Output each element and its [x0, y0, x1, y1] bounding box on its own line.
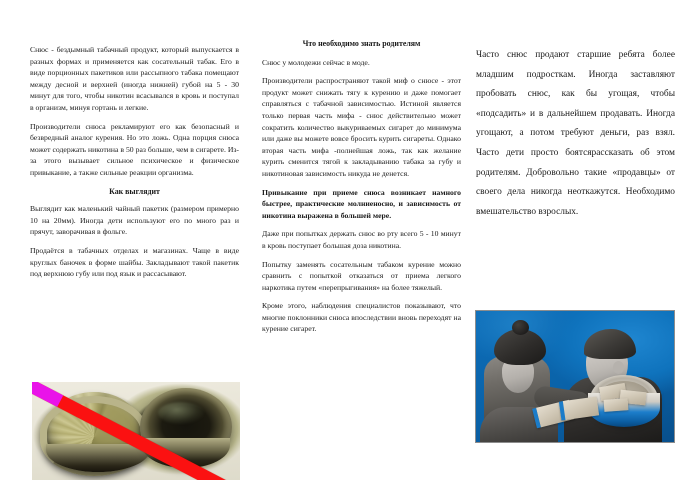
column-left: [30, 0, 239, 287]
left-paragraph-3: Выглядит как маленький чайный пакетик (размером примерно 10 на 20мм). Иногда дети используют его по много раз и прячут, заворачивая в фольге.: [30, 204, 239, 237]
left-paragraph-2: Производители снюса рекламируют его как безопасный и безвредный аналог курения. Но это ложь. Одна порция снюса может содержать никотина в 50 раз больше, чем в сигарете. Из-за этого вызывает сильное психическое и физическое привыкание, а также сильные реакции организма.: [30, 121, 239, 177]
middle-paragraph-4: Даже при попытках держать снюс во рту всего 5 - 10 минут в кровь поступает большая доза никотина.: [262, 229, 461, 250]
left-column-top-spacer: [30, 0, 239, 44]
middle-column-heading: Что необходимо знать родителям: [302, 39, 421, 48]
middle-paragraph-5: Попытку заменять сосательным табаком курение можно сравнить с попыткой отказаться от приема легкого наркотика путем «перепрыгивания» на более тяжелый.: [262, 259, 461, 292]
snus-pouch: [604, 398, 629, 412]
snus-tin-lid-highlight: [158, 402, 204, 424]
left-column-heading: Как выглядит: [109, 186, 160, 196]
middle-paragraph-1: Снюс у молодежи сейчас в моде.: [262, 57, 370, 67]
snus-tin-photo: [32, 382, 240, 480]
middle-paragraph-6: Кроме этого, наблюдения специалистов показывают, что многие поклонники снюса впоследствии вновь переходят на курение сигарет.: [262, 301, 461, 334]
right-paragraph-1: Часто снюс продают старшие ребята более младшим подросткам. Иногда заставляют пробовать снюс, как бы угощая, чтобы «подсадить» и в дальнейшем продавать. Иногда угощают, а потом требуют деньги, раз взял. Часто дети просто боятсярассказать об этом родителям. Добровольно такие «продавцы» от своего дела никогда неоткажутся. Необходимо вмешательство взрослых.: [476, 50, 675, 217]
girl-hat-pompom: [512, 320, 529, 335]
column-middle: [262, 0, 461, 342]
boy-ear: [613, 361, 624, 374]
column-right: [476, 0, 675, 222]
left-paragraph-4: Продаётся в табачных отделах и магазинах. Чаще в виде круглых баночек в форме шайбы. Закладывают такой пакетик под верхнюю губу или под язык и рассасывают.: [30, 245, 239, 279]
middle-paragraph-2: Производители распространяют такой миф о снюсе - этот продукт может снижать тягу к курению и даже помогает справляться с табачной зависимостью. Истиной является только первая часть мифа - снюс действительно может сократить количество выкуриваемых сигарет до минимума или даже вы можете вовсе бросить курить сигареты. Однако вторая часть мифа -полнейшая ложь, так как желание курить сменится тягой к закладыванию табака за губу и никотиновая зависимость никуда не денется.: [262, 76, 461, 178]
middle-column-top-spacer: [262, 0, 461, 38]
teens-with-snus-photo: [476, 311, 674, 442]
right-column-top-spacer: [476, 0, 675, 46]
middle-paragraph-3-bold: Привыкание при приеме снюса возникает намного быстрее, практические молниеносно, и зависимость от никотина выражена в большей мере.: [262, 187, 461, 220]
left-paragraph-1: Снюс - бездымный табачный продукт, который выпускается в разных формах и применяется как сосательный табак. Его в виде порционных пакетиков или рассыпного табака помещают между десной и верхней (иногда нижней) губой на 5 - 30 минут для того, чтобы никотин всасывался в кровь и поступал в организм, минуя гортань и легкие.: [30, 45, 239, 112]
